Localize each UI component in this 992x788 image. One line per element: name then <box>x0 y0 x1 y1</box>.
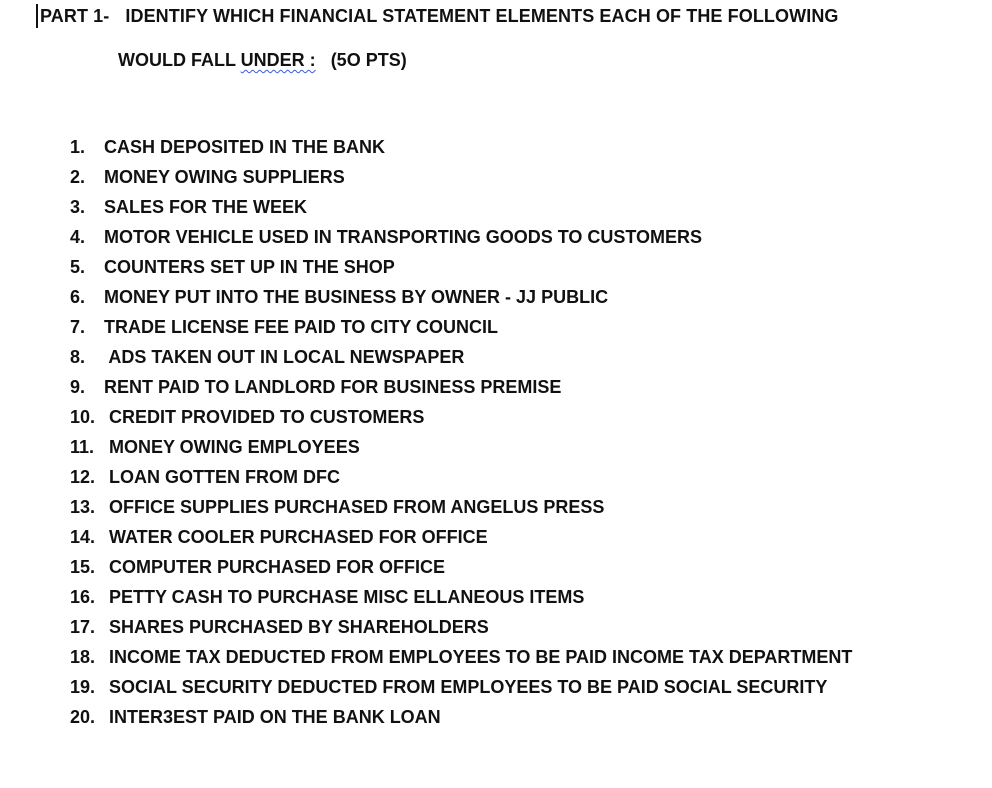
item-text: MONEY OWING EMPLOYEES <box>109 437 360 457</box>
heading-line-2 <box>118 50 407 71</box>
item-text: MONEY OWING SUPPLIERS <box>104 167 345 187</box>
item-text: WATER COOLER PURCHASED FOR OFFICE <box>109 527 488 547</box>
list-item <box>70 345 852 375</box>
item-number: 18. <box>70 647 96 667</box>
list-item <box>70 435 852 465</box>
list-item <box>70 405 852 435</box>
item-text: SOCIAL SECURITY DEDUCTED FROM EMPLOYEES TO BE PAID SOCIAL SECURITY <box>109 677 828 697</box>
item-text: PETTY CASH TO PURCHASE MISC ELLANEOUS ITEMS <box>109 587 585 607</box>
question-list <box>70 135 852 735</box>
item-text: OFFICE SUPPLIES PURCHASED FROM ANGELUS PRESS <box>109 497 605 517</box>
item-text: CREDIT PROVIDED TO CUSTOMERS <box>109 407 425 427</box>
item-text: TRADE LICENSE FEE PAID TO CITY COUNCIL <box>104 317 499 337</box>
list-item <box>70 525 852 555</box>
list-item <box>70 135 852 165</box>
list-item <box>70 585 852 615</box>
list-item <box>70 465 852 495</box>
item-number: 4. <box>70 227 86 247</box>
item-number: 5. <box>70 257 86 277</box>
list-item <box>70 495 852 525</box>
item-text: COUNTERS SET UP IN THE SHOP <box>104 257 395 277</box>
item-text: MONEY PUT INTO THE BUSINESS BY OWNER - JJ PUBLIC <box>104 287 609 307</box>
heading-continuation: WOULD FALL <box>118 50 236 70</box>
item-text: COMPUTER PURCHASED FOR OFFICE <box>109 557 446 577</box>
item-text: INTER3EST PAID ON THE BANK LOAN <box>109 707 441 727</box>
list-item <box>70 555 852 585</box>
item-number: 2. <box>70 167 86 187</box>
list-item <box>70 285 852 315</box>
item-text: MOTOR VEHICLE USED IN TRANSPORTING GOODS TO CUSTOMERS <box>104 227 703 247</box>
item-number: 13. <box>70 497 96 517</box>
list-item <box>70 165 852 195</box>
list-item <box>70 675 852 705</box>
list-item <box>70 255 852 285</box>
heading-instruction: IDENTIFY WHICH FINANCIAL STATEMENT ELEMENTS EACH OF THE FOLLOWING <box>125 6 839 26</box>
item-number: 7. <box>70 317 86 337</box>
item-text: SHARES PURCHASED BY SHAREHOLDERS <box>109 617 489 637</box>
item-number: 14. <box>70 527 96 547</box>
item-text: RENT PAID TO LANDLORD FOR BUSINESS PREMISE <box>104 377 562 397</box>
text-cursor <box>36 4 38 28</box>
list-item <box>70 375 852 405</box>
item-text: ADS TAKEN OUT IN LOCAL NEWSPAPER <box>104 347 465 367</box>
item-number: 8. <box>70 347 86 367</box>
item-number: 20. <box>70 707 96 727</box>
points-value: (5O PTS) <box>330 50 407 70</box>
item-text: LOAN GOTTEN FROM DFC <box>109 467 340 487</box>
list-item <box>70 195 852 225</box>
item-number: 1. <box>70 137 86 157</box>
item-number: 6. <box>70 287 86 307</box>
item-number: 15. <box>70 557 96 577</box>
item-number: 9. <box>70 377 86 397</box>
list-item <box>70 705 852 735</box>
item-number: 17. <box>70 617 96 637</box>
item-text: INCOME TAX DEDUCTED FROM EMPLOYEES TO BE PAID INCOME TAX DEPARTMENT <box>109 647 853 667</box>
item-number: 16. <box>70 587 96 607</box>
item-number: 10. <box>70 407 96 427</box>
part-label: PART 1- <box>40 6 110 26</box>
item-text: SALES FOR THE WEEK <box>104 197 308 217</box>
item-number: 12. <box>70 467 96 487</box>
list-item <box>70 315 852 345</box>
list-item <box>70 225 852 255</box>
list-item <box>70 615 852 645</box>
heading-line-1 <box>40 6 839 27</box>
item-number: 19. <box>70 677 96 697</box>
item-number: 11. <box>70 437 95 457</box>
spellcheck-flagged-word[interactable]: UNDER : <box>240 50 316 70</box>
item-number: 3. <box>70 197 86 217</box>
list-item <box>70 645 852 675</box>
item-text: CASH DEPOSITED IN THE BANK <box>104 137 386 157</box>
